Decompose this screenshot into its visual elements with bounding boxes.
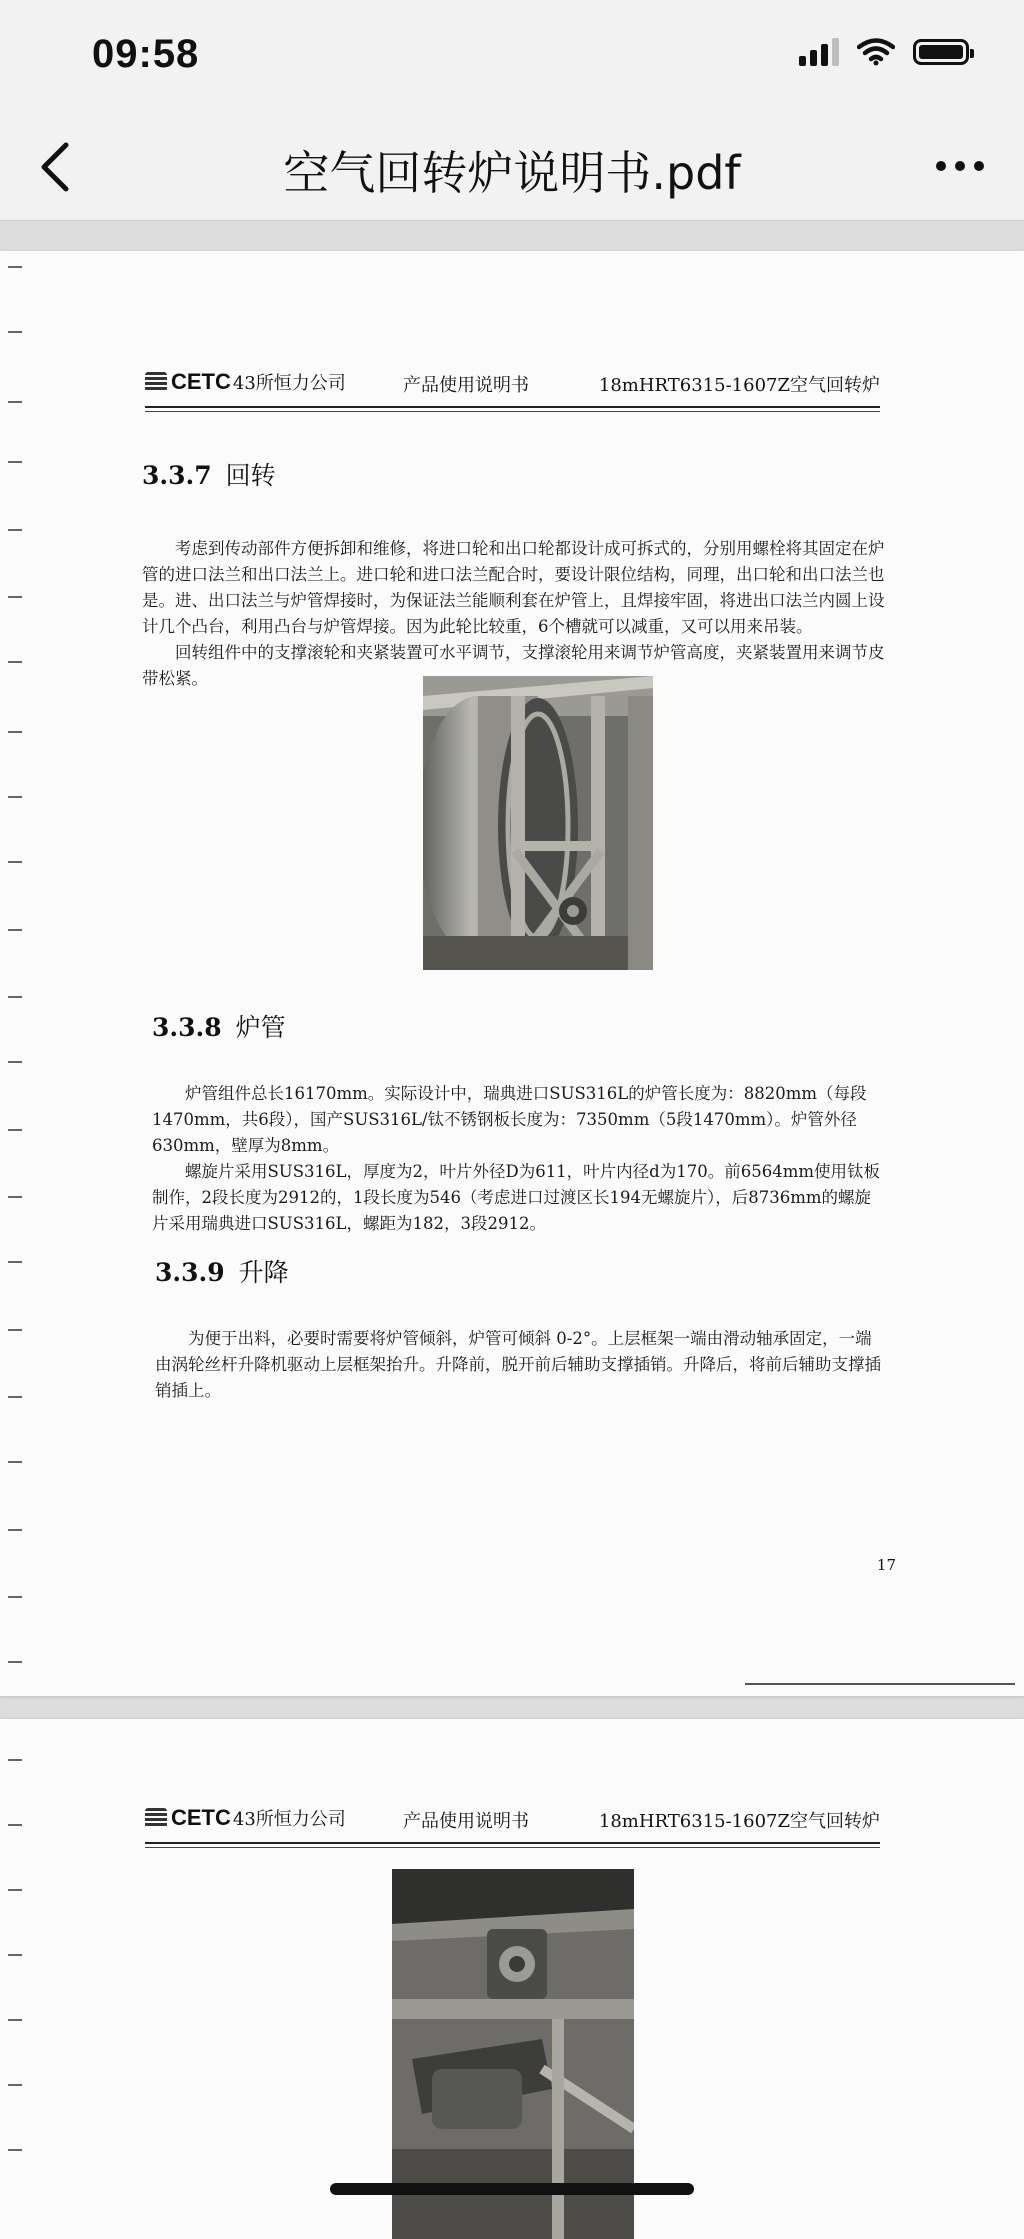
home-indicator[interactable] [330,2183,694,2195]
pdf-page [0,1719,1024,2239]
pdf-viewer[interactable] [0,221,1024,2215]
more-options-icon[interactable] [936,161,984,171]
paragraph: 考虑到传动部件方便拆卸和维修，将进口轮和出口轮都设计成可拆式的，分别用螺栓将其固定在炉管的进口法兰和出口法兰上。进口轮和进口法兰配合时，要设计限位结构，同理，出口轮和出口法兰也是。进、出口法兰与炉管焊接时，为保证法兰能顺利套在炉管上，且焊接牢固，将进出口法兰内圆上设计几个凸台，利用凸台与炉管焊接。因为此轮比较重，6个槽就可以减重，又可以用来吊装。 [142,539,885,636]
paragraph: 螺旋片采用SUS316L，厚度为2，叶片外径D为611，叶片内径d为170。前6564mm使用钛板制作，2段长度为2912的，1段长度为546（考虑进口过渡区长194无螺旋片），后8736mm的螺旋片采用瑞典进口SUS316L，螺距为182，3段2912。 [152,1162,881,1233]
bottom-rule [745,1683,1015,1685]
cetc-logo-icon [145,372,167,392]
section-heading: 3.3.7 回转 [142,461,276,490]
doc-type: 产品使用说明书 [403,1811,529,1832]
header-rule-thin [145,1847,880,1848]
doc-type: 产品使用说明书 [403,375,529,396]
header-rule [145,1842,880,1844]
paragraph: 为便于出料，必要时需要将炉管倾斜，炉管可倾斜 0-2°。上层框架一端由滑动轴承固定，一端由涡轮丝杆升降机驱动上层框架抬升。升降前，脱开前后辅助支撑插销。升降后，将前后辅助支撑插销插上。 [155,1329,881,1400]
model-name: 18mHRT6315-1607Z空气回转炉 [598,375,880,396]
model-name: 18mHRT6315-1607Z空气回转炉 [598,1811,880,1832]
nav-bar [0,115,1024,221]
status-icons [799,38,969,66]
page-header [145,361,880,421]
wifi-icon [857,38,895,66]
binding-marks [8,1719,28,2239]
rotation-assembly-photo [423,676,653,970]
battery-icon [913,39,969,65]
status-time: 09:58 [92,32,200,76]
page-header [145,1797,880,1857]
back-chevron-icon[interactable] [32,137,82,197]
cetc-logo-icon [145,1808,167,1828]
paragraph: 回转组件中的支撑滚轮和夹紧装置可水平调节，支撑滚轮用来调节炉管高度，夹紧装置用来调节皮带松紧。 [142,643,885,688]
signal-icon [799,38,839,66]
cetc-logo: CETC 43所恒力公司 [145,1805,346,1831]
header-rule-thin [145,411,880,412]
section-heading: 3.3.8 炉管 [152,1013,286,1042]
paragraph: 炉管组件总长16170mm。实际设计中，瑞典进口SUS316L的炉管长度为：8820mm（每段1470mm，共6段），国产SUS316L/钛不锈钢板长度为：7350mm（5段1470mm）。炉管外径630mm，壁厚为8mm。 [152,1084,867,1155]
page-number: 17 [876,1556,896,1574]
header-rule [145,406,880,408]
cetc-logo: CETC 43所恒力公司 [145,369,346,395]
document-title: 空气回转炉说明书.pdf [283,146,741,200]
status-bar [0,0,1024,115]
binding-marks [8,251,28,1696]
section-heading: 3.3.9 升降 [155,1258,289,1287]
pdf-page [0,251,1024,1696]
